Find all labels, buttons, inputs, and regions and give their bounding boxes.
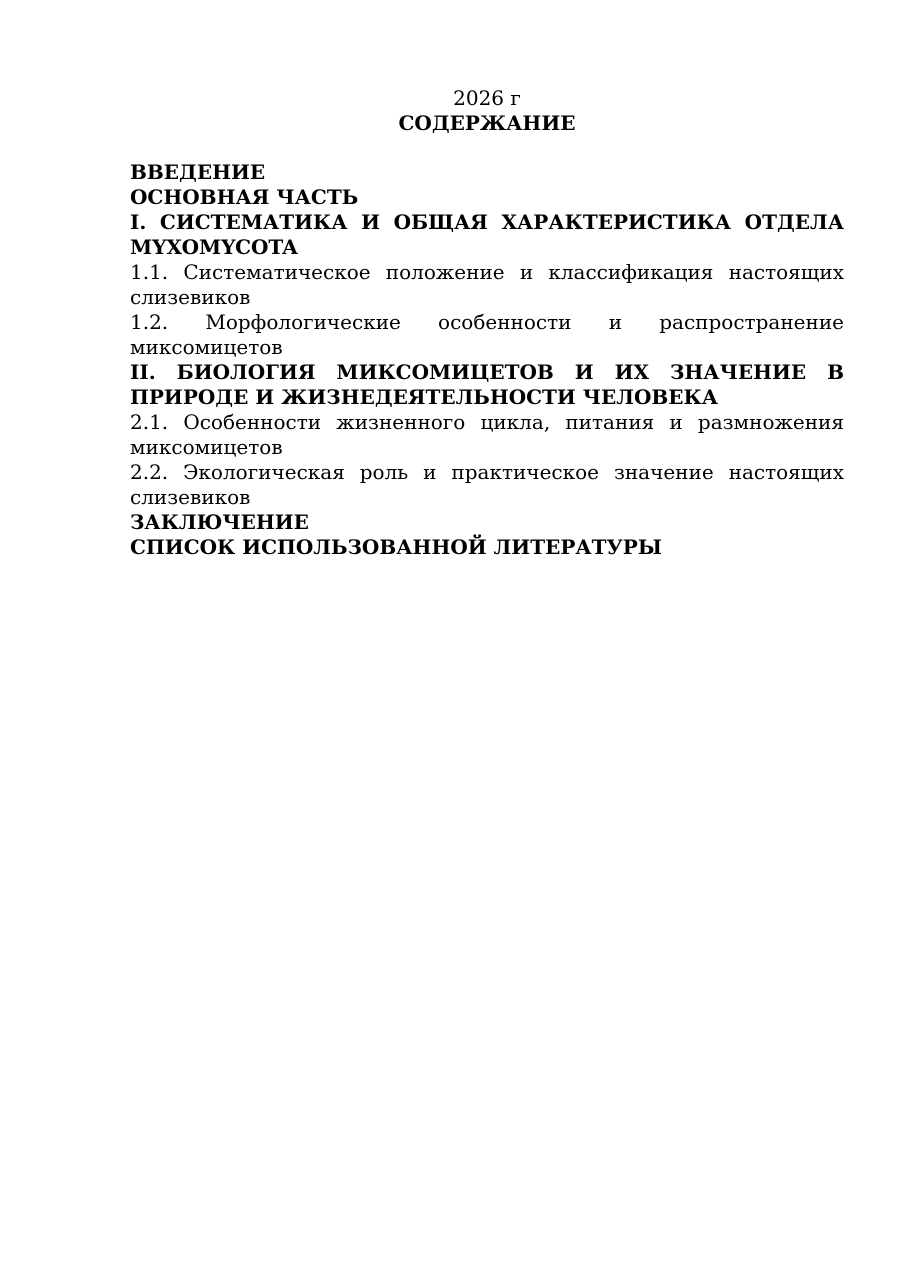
toc-list [130, 160, 844, 560]
toc-item-chapter-2: II. БИОЛОГИЯ МИКСОМИЦЕТОВ И ИХ ЗНАЧЕНИЕ В ПРИРОДЕ И ЖИЗНЕДЕЯТЕЛЬНОСТИ ЧЕЛОВЕКА [130, 360, 844, 409]
document-year: 2026 г [453, 86, 521, 110]
toc-item-section-2-1: 2.1. Особенности жизненного цикла, питания и размножения миксомицетов [130, 410, 844, 459]
toc-item-section-1-1: 1.1. Систематическое положение и классификация настоящих слизевиков [130, 260, 844, 309]
toc-item-section-2-2: 2.2. Экологическая роль и практическое значение настоящих слизевиков [130, 460, 844, 509]
toc-item-introduction: ВВЕДЕНИЕ [130, 160, 266, 184]
document-page [130, 86, 844, 560]
toc-title: СОДЕРЖАНИЕ [398, 111, 576, 135]
toc-item-conclusion: ЗАКЛЮЧЕНИЕ [130, 510, 309, 534]
toc-item-references: СПИСОК ИСПОЛЬЗОВАННОЙ ЛИТЕРАТУРЫ [130, 535, 662, 559]
toc-item-chapter-1: I. СИСТЕМАТИКА И ОБЩАЯ ХАРАКТЕРИСТИКА ОТДЕЛА MYXOMYCOTA [130, 210, 844, 259]
toc-item-main-part: ОСНОВНАЯ ЧАСТЬ [130, 185, 359, 209]
toc-item-section-1-2: 1.2. Морфологические особенности и распространение миксомицетов [130, 310, 844, 359]
